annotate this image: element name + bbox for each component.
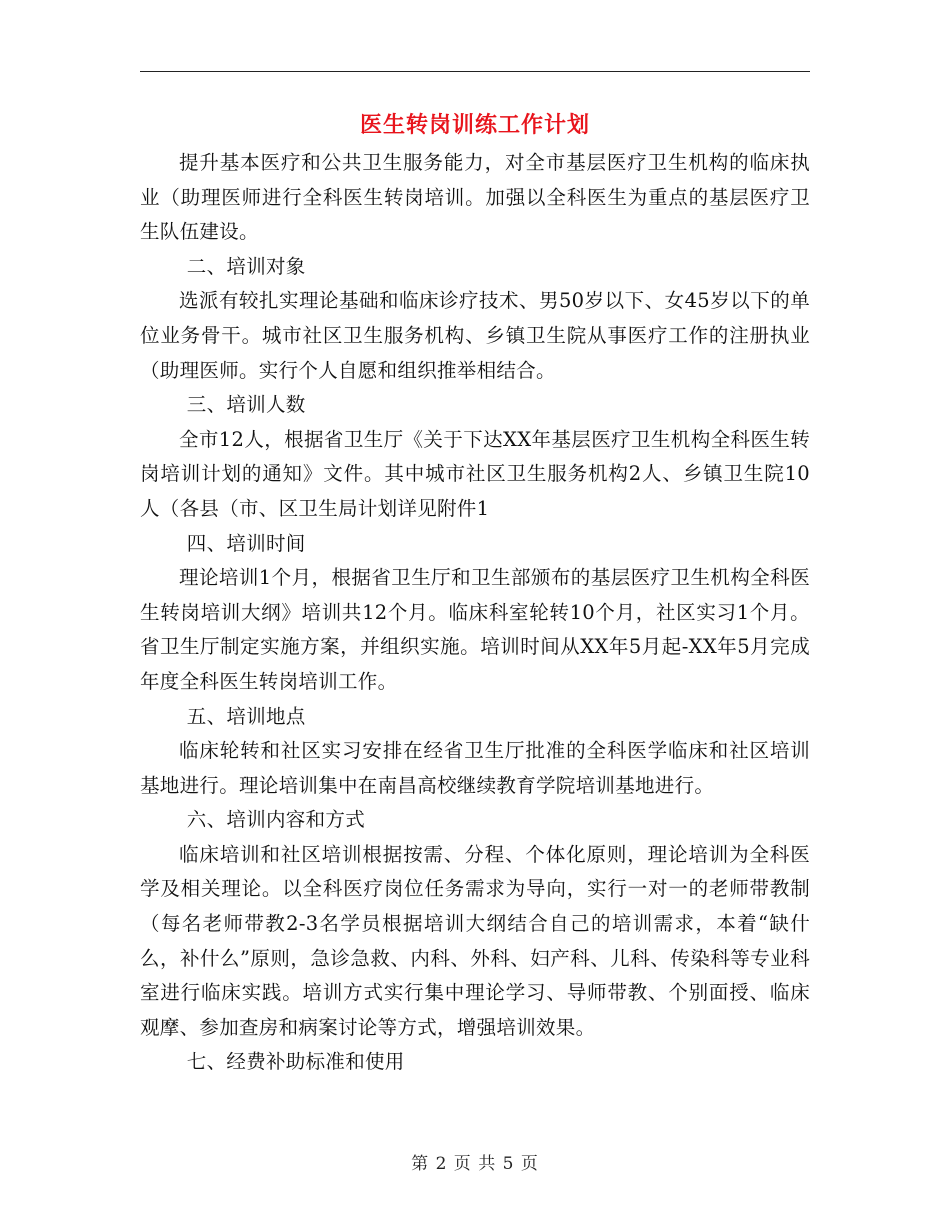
paragraph-training-count: 全市12人，根据省卫生厅《关于下达XX年基层医疗卫生机构全科医生转岗培训计划的通知》文件。其中城市社区卫生服务机构2人、乡镇卫生院10人（各县（市、区卫生局计划详见附件1	[140, 427, 810, 520]
document-title: 医生转岗训练工作计划	[359, 112, 590, 138]
section-heading-funding: 七、经费补助标准和使用	[186, 1050, 405, 1074]
paragraph-training-location: 临床轮转和社区实习安排在经省卫生厅批准的全科医学临床和社区培训基地进行。理论培训集中在南昌高校继续教育学院培训基地进行。	[140, 739, 810, 797]
paragraph-training-content: 临床培训和社区培训根据按需、分程、个体化原则，理论培训为全科医学及相关理论。以全科医疗岗位任务需求为导向，实行一对一的老师带教制（每名老师带教2-3名学员根据培训大纲结合自己的培训需求，本着“缺什么，补什么”原则，急诊急救、内科、外科、妇产科、儿科、传染科等专业科室进行临床实践。培训方式实行集中理论学习、导师带教、个别面授、临床观摩、参加查房和病案讨论等方式，增强培训效果。	[140, 842, 810, 1039]
section-heading-training-count: 三、培训人数	[186, 393, 306, 417]
page-number: 第 2 页 共 5 页	[411, 1154, 539, 1174]
paragraph-training-time: 理论培训1个月，根据省卫生厅和卫生部颁布的基层医疗卫生机构全科医生转岗培训大纲》培训共12个月。临床科室轮转10个月，社区实习1个月。省卫生厅制定实施方案，并组织实施。培训时间从XX年5月起-XX年5月完成年度全科医生转岗培训工作。	[140, 566, 810, 693]
paragraph-intro: 提升基本医疗和公共卫生服务能力，对全市基层医疗卫生机构的临床执业（助理医师进行全科医生转岗培训。加强以全科医生为重点的基层医疗卫生队伍建设。	[140, 151, 810, 244]
document-body	[140, 146, 810, 1080]
section-heading-training-content: 六、培训内容和方式	[186, 808, 365, 832]
section-heading-training-location: 五、培训地点	[186, 704, 306, 728]
section-heading-training-time: 四、培训时间	[186, 531, 306, 555]
section-heading-training-targets: 二、培训对象	[186, 254, 306, 278]
paragraph-training-targets: 选派有较扎实理论基础和临床诊疗技术、男50岁以下、女45岁以下的单位业务骨干。城市社区卫生服务机构、乡镇卫生院从事医疗工作的注册执业（助理医师。实行个人自愿和组织推举相结合。	[140, 289, 810, 382]
header-rule	[140, 71, 810, 72]
